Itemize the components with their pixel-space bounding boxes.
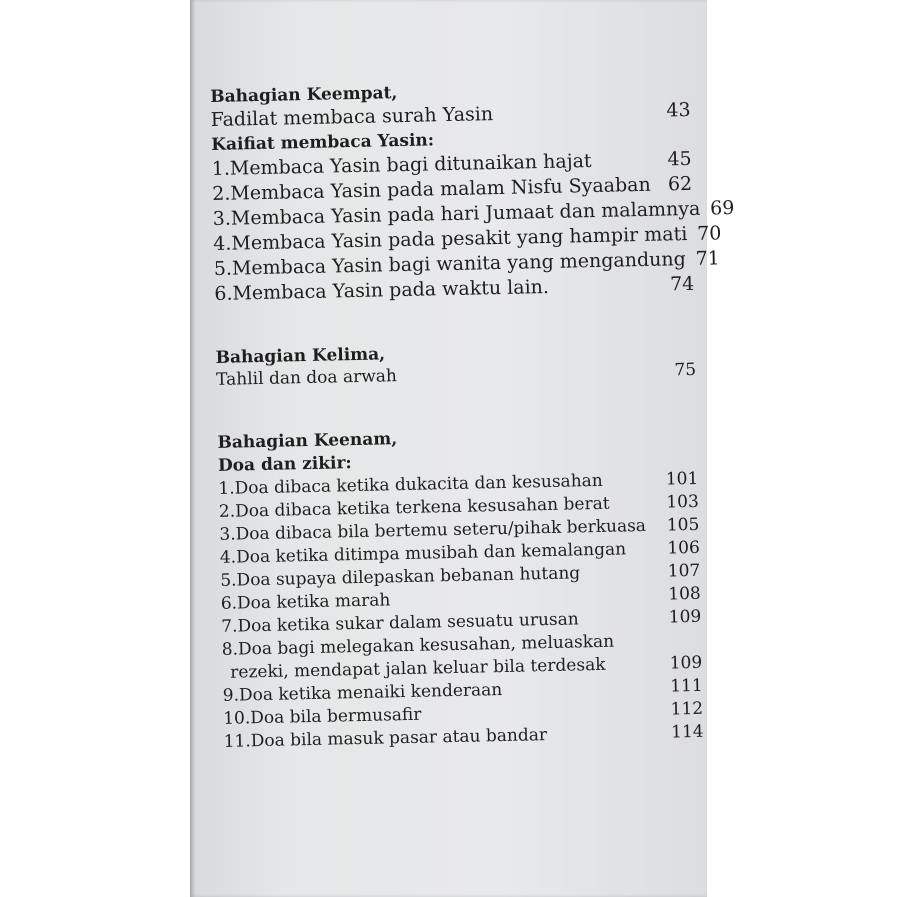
entry-page: 108 (668, 583, 701, 605)
entry-label: rezeki, mendapat jalan keluar bila terdesak (230, 654, 606, 683)
entry-label: 9.Doa ketika menaiki kenderaan (222, 680, 503, 706)
book-page (190, 0, 735, 897)
entry-label: 3.Membaca Yasin pada hari Jumaat dan malamnya (212, 197, 701, 230)
entry-page: 101 (665, 468, 699, 490)
entry-label: 6.Membaca Yasin pada waktu lain. (214, 275, 550, 305)
spine-shadow (190, 0, 196, 897)
entry-page: 111 (670, 675, 703, 697)
entry-page: 62 (667, 172, 693, 196)
entry-label: 6.Doa ketika marah (220, 590, 391, 614)
entry-label: 5.Doa supaya dilepaskan bebanan hutang (220, 563, 581, 591)
entry-page: 69 (709, 197, 735, 220)
entry-label: 2.Doa dibaca ketika terkena kesusahan berat (218, 493, 610, 522)
entry-page: 106 (667, 537, 700, 559)
entry-page: 45 (667, 147, 692, 171)
entry-label: 1.Doa dibaca ketika dukacita dan kesusahan (218, 470, 603, 499)
section-heading: Bahagian Kelima, (215, 344, 386, 368)
entry-page: 114 (670, 721, 704, 743)
entry-page (668, 645, 702, 646)
entry-label: Tahlil dan doa arwah (215, 366, 398, 390)
section-heading: Bahagian Keempat, (210, 83, 398, 107)
entry-label: 4.Membaca Yasin pada pesakit yang hampir mati (213, 223, 688, 255)
section-keenam (217, 422, 704, 754)
entry-label: 3.Doa dibaca bila bertemu seteru/pihak berkuasa (219, 515, 647, 545)
entry-label: Fadilat membaca surah Yasin (210, 103, 494, 131)
entry-page: 71 (695, 247, 720, 270)
entry-label: 5.Membaca Yasin bagi wanita yang mengandung (213, 248, 687, 280)
entry-label: 10.Doa bila bermusafir (223, 704, 422, 729)
entry-page: 109 (669, 652, 703, 674)
entry-label: 2.Membaca Yasin pada malam Nisfu Syaaban (212, 173, 651, 205)
entry-page: 43 (666, 98, 691, 122)
entry-page: 105 (666, 514, 700, 536)
section-subheading: Doa dan zikir: (217, 453, 352, 476)
section-subheading: Kaifiat membaca Yasin: (211, 130, 435, 155)
entry-page: 112 (670, 698, 704, 720)
entry-page: 70 (696, 222, 722, 245)
table-of-contents (210, 76, 735, 794)
entry-label: 1.Membaca Yasin bagi ditunaikan hajat (211, 150, 592, 180)
section-heading: Bahagian Keenam, (217, 429, 398, 453)
entry-page: 107 (667, 560, 701, 582)
entry-page: 74 (669, 272, 695, 296)
entry-label: 8.Doa bagi melegakan kesusahan, meluaskan (221, 631, 615, 660)
entry-page: 75 (674, 359, 697, 381)
entry-page: 103 (666, 491, 700, 513)
entry-page: 109 (668, 606, 702, 628)
section-kelima (215, 337, 696, 392)
entry-label: 7.Doa ketika sukar dalam sesuatu urusan (221, 609, 579, 637)
section-keempat (210, 76, 735, 307)
entry-label: 4.Doa ketika ditimpa musibah dan kemalangan (219, 539, 627, 568)
entry-label: 11.Doa bila masuk pasar atau bandar (223, 725, 548, 752)
